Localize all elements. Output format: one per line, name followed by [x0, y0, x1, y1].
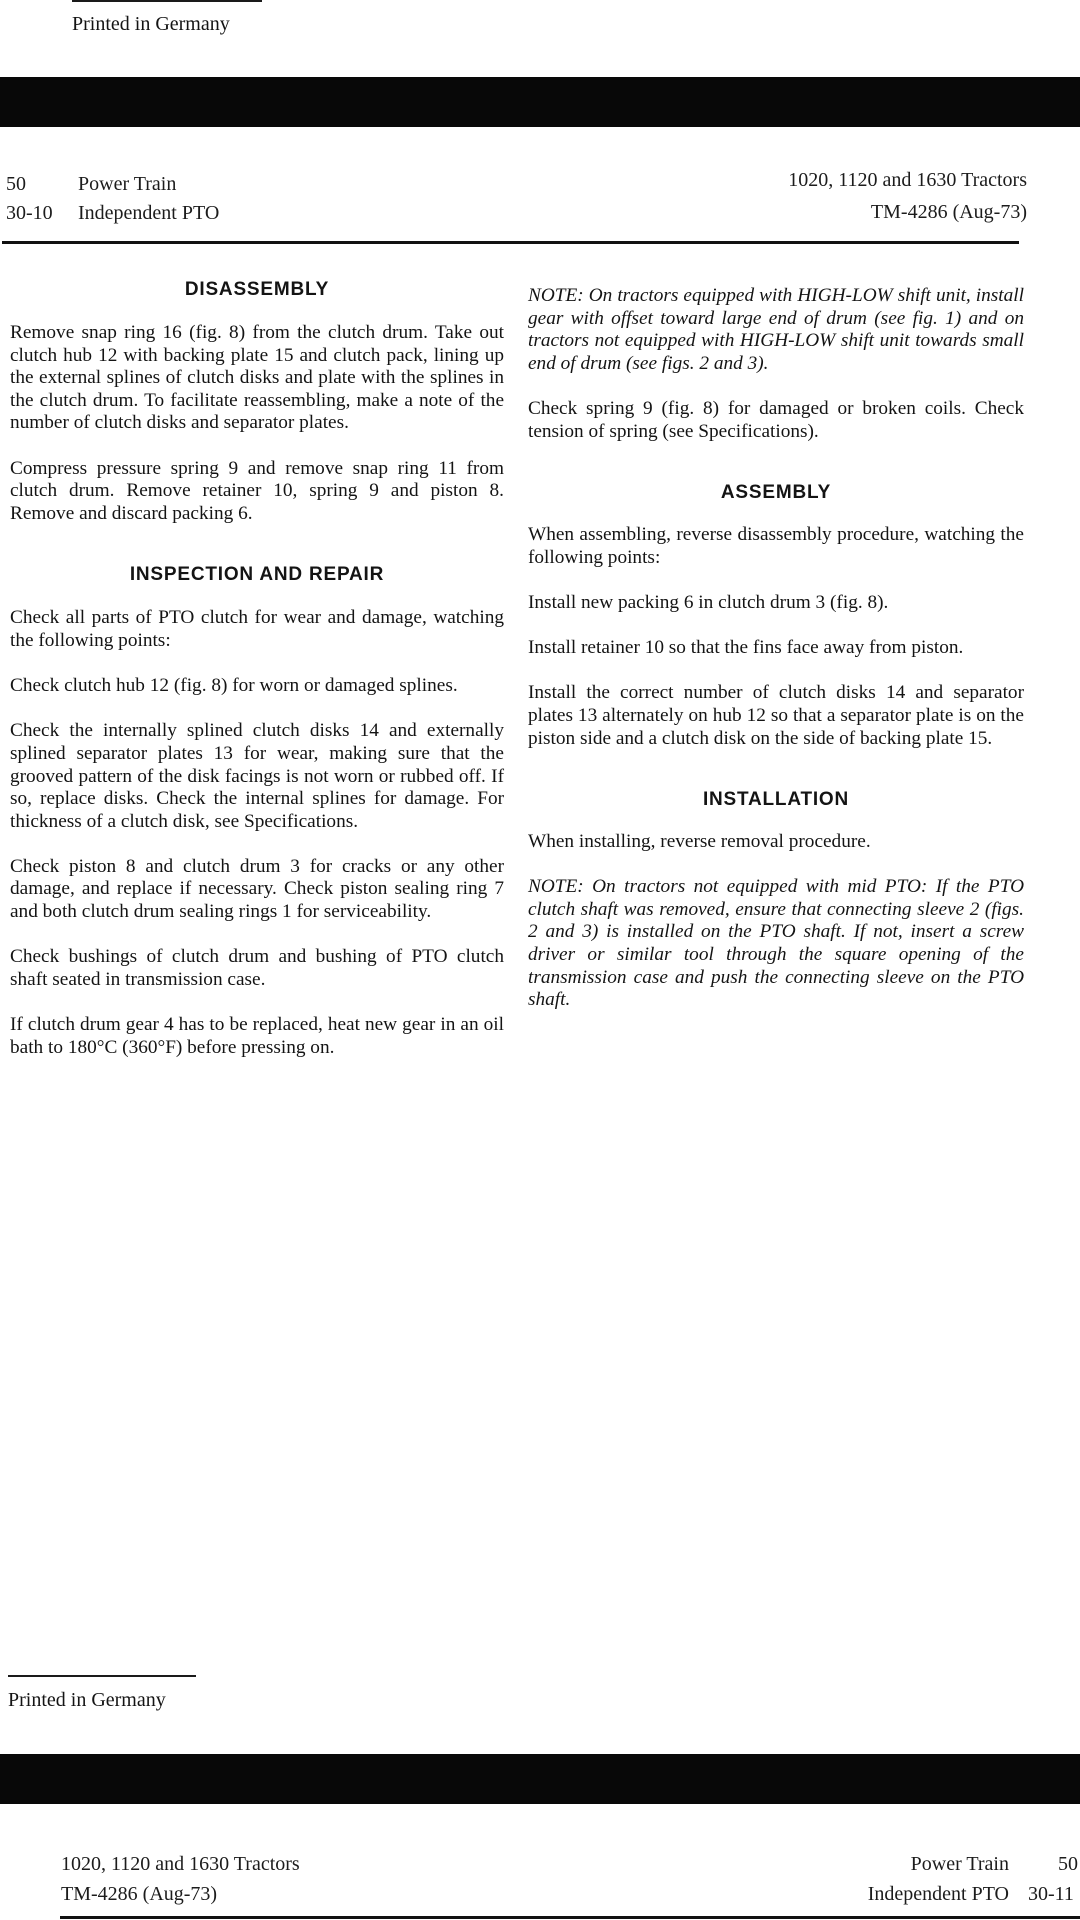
next-header-right-line2-text: Independent PTO: [867, 1883, 1009, 1905]
inspection-paragraph-2: Check clutch hub 12 (fig. 8) for worn or damaged splines.: [10, 675, 458, 697]
installation-heading: INSTALLATION: [702, 789, 850, 811]
header-rule: [2, 241, 1019, 244]
next-header-left-line1: 1020, 1120 and 1630 Tractors: [61, 1853, 300, 1875]
assembly-paragraph-4: Install the correct number of clutch disks 14 and separator plates 13 alternately on hub 12 so that a separator plate is on the piston side and a clutch disk on the side of backing plate 15.: [528, 682, 1024, 749]
installation-paragraph-1: When installing, reverse removal procedure.: [528, 831, 871, 853]
gear-offset-note: NOTE: On tractors equipped with HIGH-LOW shift unit, install gear with offset toward large end of drum (see fig. 1) and on tractors not equipped with HIGH-LOW shift unit towards small end of drum (see figs. 2 and 3).: [528, 285, 1024, 374]
assembly-heading: ASSEMBLY: [720, 482, 832, 504]
next-header-right-line2-num: 30-11: [1028, 1883, 1074, 1905]
next-header-left-line2: TM-4286 (Aug-73): [61, 1883, 218, 1905]
inspection-heading: INSPECTION AND REPAIR: [129, 564, 385, 586]
left-column: [10, 275, 504, 1082]
disassembly-paragraph-2: Compress pressure spring 9 and remove snap ring 11 from clutch drum. Remove retainer 10, spring 9 and piston 8. Remove and discard packing 6.: [10, 457, 504, 524]
assembly-paragraph-1: When assembling, reverse disassembly procedure, watching the following points:: [528, 524, 1024, 568]
next-header-right-line1-num: 50: [1058, 1853, 1078, 1875]
inspection-paragraph-3: Check the internally splined clutch disks 14 and externally splined separator plates 13 for wear, making sure that the grooved pattern of the disk facings is not worn or rubbed off. If so, replace disks. Check the internal splines for damage. For thickness of a clutch disk, see Specifications.: [10, 720, 504, 832]
disassembly-paragraph-1: Remove snap ring 16 (fig. 8) from the clutch drum. Take out clutch hub 12 with backing plate 15 and clutch pack, lining up the external splines of clutch disks and plate with the splines in the clutch drum. To facilitate reassembling, make a note of the number of clutch disks and separator plates.: [10, 322, 504, 434]
right-column: [528, 285, 1024, 1034]
bottom-page-separator-band: [0, 1754, 1080, 1804]
header-right-line2: TM-4286 (Aug-73): [870, 201, 1027, 223]
header-left-line1-text: Power Train: [78, 173, 177, 195]
top-footer-rule: [72, 0, 262, 2]
header-left-line1-num: 50: [6, 173, 26, 195]
disassembly-heading: DISASSEMBLY: [184, 279, 330, 300]
header-right-line1: 1020, 1120 and 1630 Tractors: [788, 169, 1027, 191]
header-left-line2-num: 30-10: [6, 202, 53, 224]
inspection-paragraph-4: Check piston 8 and clutch drum 3 for cracks or any other damage, and replace if necessary. Check piston sealing ring 7 and both clutch drum sealing rings 1 for serviceability.: [10, 855, 504, 923]
top-footer-printed-in: Printed in Germany: [72, 13, 230, 35]
top-page-separator-band: [0, 77, 1080, 127]
bottom-footer-printed-in: Printed in Germany: [8, 1689, 166, 1711]
bottom-footer-rule: [8, 1675, 196, 1677]
header-left-line2-text: Independent PTO: [78, 202, 220, 224]
assembly-paragraph-3: Install retainer 10 so that the fins face away from piston.: [528, 637, 964, 659]
spring-check-paragraph: Check spring 9 (fig. 8) for damaged or broken coils. Check tension of spring (see Specifications).: [528, 397, 1024, 442]
inspection-paragraph-6: If clutch drum gear 4 has to be replaced, heat new gear in an oil bath to 180°C (360°F) before pressing on.: [10, 1014, 504, 1058]
inspection-paragraph-1: Check all parts of PTO clutch for wear and damage, watching the following points:: [10, 607, 504, 651]
mid-pto-note: NOTE: On tractors not equipped with mid PTO: If the PTO clutch shaft was removed, ensure that connecting sleeve 2 (figs. 2 and 3) is installed on the PTO shaft. If not, insert a screw driver or similar tool through the square opening of the transmission case and push the connecting sleeve on the PTO shaft.: [528, 876, 1024, 1011]
assembly-paragraph-2: Install new packing 6 in clutch drum 3 (fig. 8).: [528, 591, 889, 613]
next-header-right-line1-text: Power Train: [910, 1853, 1009, 1875]
inspection-paragraph-5: Check bushings of clutch drum and bushing of PTO clutch shaft seated in transmission case.: [10, 946, 504, 990]
next-header-rule: [60, 1916, 1080, 1919]
